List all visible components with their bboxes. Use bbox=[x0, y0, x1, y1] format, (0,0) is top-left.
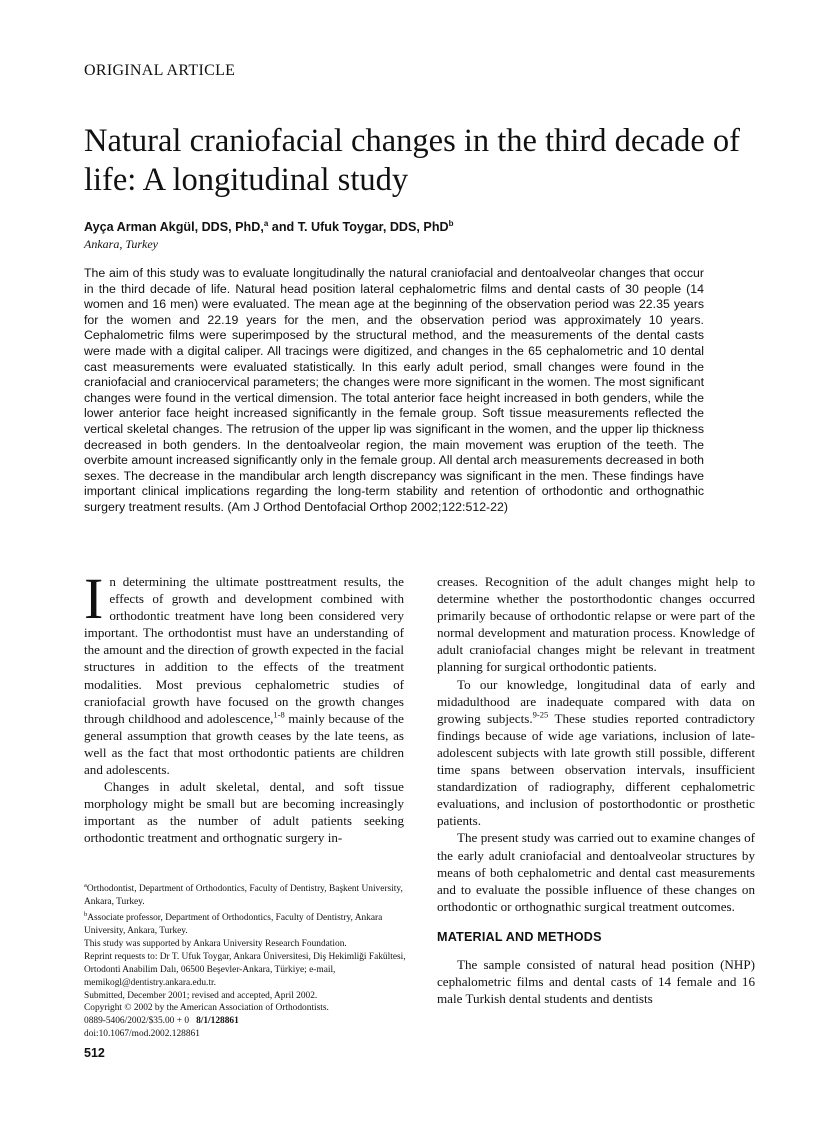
footnote-mark: b bbox=[84, 910, 88, 918]
footnote-text: Associate professor, Department of Orthodontics, Faculty of Dentistry, Ankara University, Ankara, Turkey. bbox=[84, 913, 383, 936]
body-paragraph-5: The sample consisted of natural head position (NHP) cephalometric films and dental casts of 14 female and 16 male Turkish dental students and dentists bbox=[437, 956, 755, 1007]
body-paragraph-3 bbox=[437, 676, 755, 830]
right-column bbox=[437, 573, 755, 1007]
footnote-submitted: Submitted, December 2001; revised and accepted, April 2002. bbox=[84, 990, 318, 1001]
page-number: 512 bbox=[84, 1046, 105, 1060]
footnote-copyright: Copyright © 2002 by the American Association of Orthodontists. bbox=[84, 1003, 329, 1014]
body-text: n determining the ultimate posttreatment results, the effects of growth and development combined with orthodontic treatment have long been considered very important. The orthodontist must have an understanding of the amount and the direction of growth expected in the facial structures in addition to the effects of the treatment modalities. Most previous cephalometric studies of craniofacial growth have focused on the growth changes through childhood and adolescence, bbox=[84, 574, 404, 726]
footnote-mark: a bbox=[84, 882, 87, 889]
article-title: Natural craniofacial changes in the third decade of life: A longitudinal study bbox=[84, 123, 740, 198]
section-heading-methods: MATERIAL AND METHODS bbox=[437, 929, 602, 944]
citation-ref: 1-8 bbox=[273, 709, 285, 720]
footnote-doi: doi:10.1067/mod.2002.128861 bbox=[84, 1029, 200, 1040]
footnotes bbox=[84, 880, 406, 1041]
author-list bbox=[84, 219, 454, 234]
footnote-a bbox=[84, 880, 406, 909]
issn-code: 8/1/128861 bbox=[196, 1016, 239, 1027]
issn-text: 0889-5406/2002/$35.00 + 0 bbox=[84, 1016, 190, 1027]
body-text: mainly because of the general assumption that growth ceases by the late teens, as well as the fact that most orthodontic patients are children and adolescents. bbox=[84, 710, 404, 778]
left-column bbox=[84, 566, 404, 847]
author-location: Ankara, Turkey bbox=[84, 237, 158, 251]
body-text: These studies reported contradictory findings because of wide age variations, inclusion of late-adolescent subjects with late growth still possible, different time spans between observation intervals, insufficient standardization of radiography, different cephalometric evaluations, and inclusion of postorthodontic or prosthetic patients. bbox=[437, 710, 756, 829]
author-1-affiliation-mark: a bbox=[263, 219, 269, 228]
body-paragraph-4: The present study was carried out to examine changes of the early adult craniofacial and dentoalveolar structures by means of both cephalometric and dental cast measurements and to evaluate the possible influence of these changes on orthodontic or orthognathic surgical treatment outcomes. bbox=[437, 830, 755, 914]
footnote-text: Orthodontist, Department of Orthodontics, Faculty of Dentistry, Başkent University, Ankara, Turkey. bbox=[84, 884, 403, 908]
footnote-b bbox=[84, 909, 406, 938]
body-paragraph-1 bbox=[84, 566, 404, 778]
footnote-support: This study was supported by Ankara University Research Foundation. bbox=[84, 938, 347, 949]
body-text: To our knowledge, longitudinal data of early and midadulthood are inadequate compared with data on growing subjects. bbox=[437, 676, 755, 726]
body-paragraph-2-continued: creases. Recognition of the adult changes might help to determine whether the postorthodontic changes occurred primarily because of orthodontic relapse or were part of the normal development and maturation process. Knowledge of adult craniofacial changes might be relevant in treatment planning for surgical orthodontic patients. bbox=[437, 574, 755, 675]
citation-ref: 9-25 bbox=[532, 709, 549, 720]
author-1: Ayça Arman Akgül, DDS, PhD, bbox=[84, 220, 264, 235]
body-paragraph-2: Changes in adult skeletal, dental, and soft tissue morphology might be small but are becoming increasingly important as the number of adult patients seeking orthodontic treatment and orthognatic surgery in- bbox=[84, 779, 404, 846]
abstract: The aim of this study was to evaluate longitudinally the natural craniofacial and dentoalveolar changes that occur in the third decade of life. Natural head position lateral cephalometric films and dental casts of 30 people (14 women and 16 men) were evaluated. The mean age at the beginning of the observation period was 22.35 years for the women and 22.19 years for the men, and the observation period was approximately 10 years. Cephalometric films were superimposed by the structural method, and the measurements of the dental casts were made with a digital caliper. All tracings were digitized, and changes in the 65 cephalometric and 10 dental cast measurements were evaluated statistically. In this early adult period, small changes were found in the craniofacial and craniocervical parameters; the changes were more significant in the women. The most significant changes were found in the vertical dimension. The total anterior face height increased in both genders, while the lower anterior face height increased significantly in the female group. Soft tissue measurements reflected the vertical skeletal changes. The retrusion of the upper lip was significant in the women, and the upper lip thickness decreased in both genders. In the dentoalveolar region, the main movement was eruption of the teeth. The overbite amount increased significantly only in the female group. All dental arch measurements decreased in both sexes. The decrease in the mandibular arch length discrepancy was significant in the men. These findings have important clinical implications regarding the long-term stability and retention of orthodontic and orthognathic surgery treatment results. (Am J Orthod Dentofacial Orthop 2002;122:512-22) bbox=[84, 266, 704, 514]
footnote-reprint: Reprint requests to: Dr T. Ufuk Toygar, Ankara Üniversitesi, Diş Hekimliği Fakültesi, Ortodonti Anabilim Dalı, 06500 Beşevler-Ankara, Türkiye; e-mail, memikogl@dentistry.ankara.edu.tr. bbox=[84, 951, 406, 988]
author-2: T. Ufuk Toygar, DDS, PhD bbox=[297, 220, 449, 235]
author-separator: and bbox=[268, 220, 298, 235]
section-label: ORIGINAL ARTICLE bbox=[84, 62, 236, 79]
drop-cap: I bbox=[84, 566, 104, 631]
author-2-affiliation-mark: b bbox=[448, 219, 454, 228]
footnote-issn bbox=[84, 1015, 406, 1028]
